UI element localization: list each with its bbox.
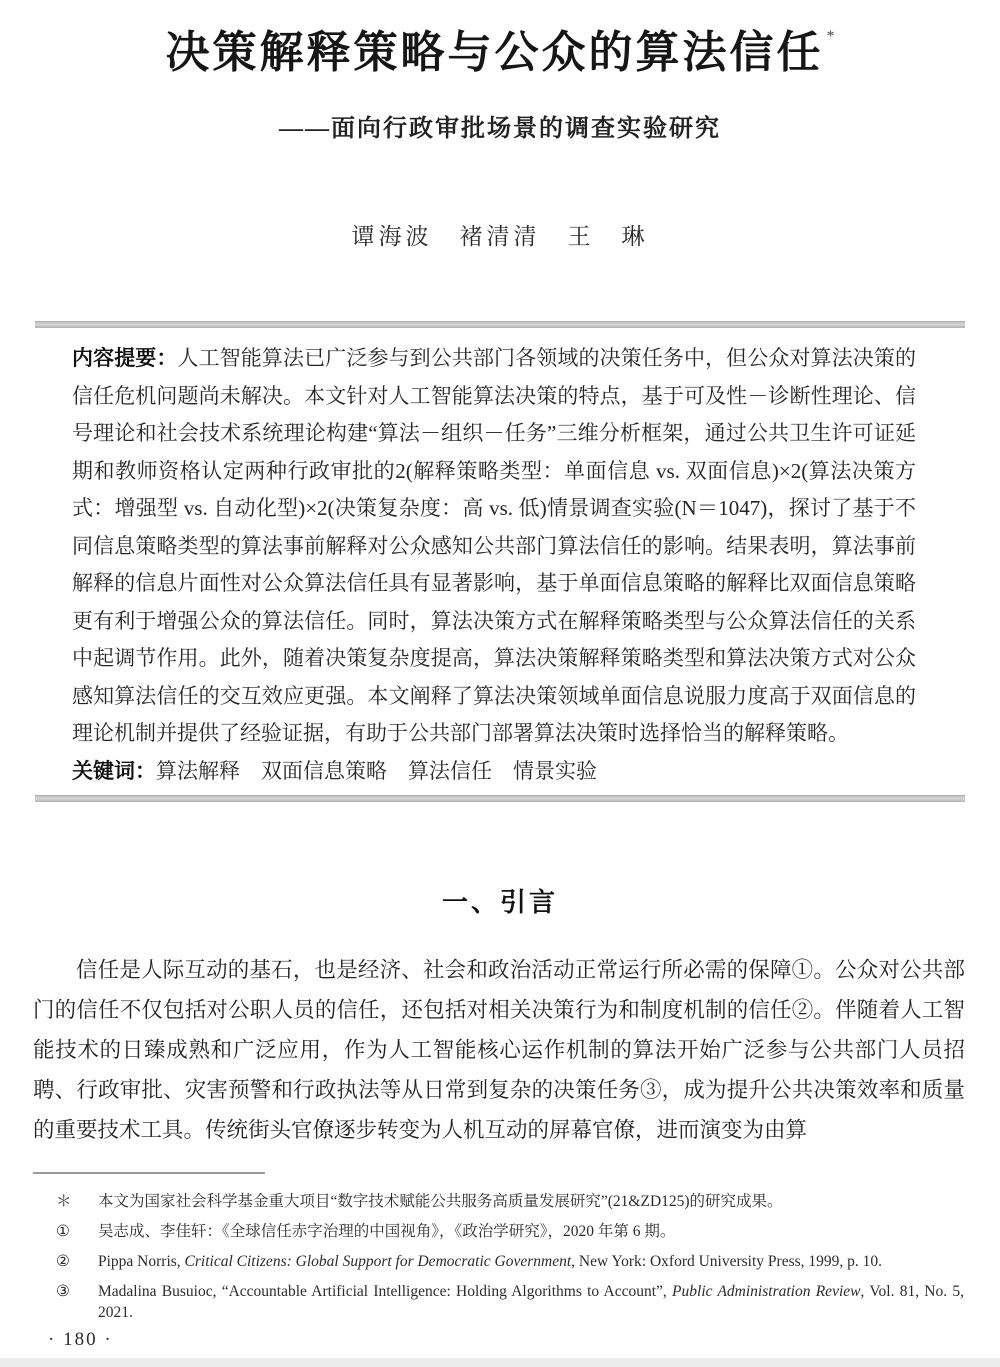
footnote-text bbox=[98, 1221, 964, 1242]
authors-line: 谭海波 褚清清 王 琳 bbox=[351, 224, 649, 249]
footnote-text-part: 吴志成、李佳轩：《全球信任赤字治理的中国视角》，《政治学研究》，2020 年第 6 期。 bbox=[98, 1223, 676, 1240]
footnote-1 bbox=[56, 1221, 964, 1242]
footnote-text-italic: Critical Citizens: Global Support for Democratic Government bbox=[184, 1253, 572, 1270]
section-heading-introduction: 一、引言 bbox=[441, 887, 558, 917]
divider-top bbox=[35, 321, 965, 328]
abstract-text: 人工智能算法已广泛参与到公共部门各领域的决策任务中，但公众对算法决策的信任危机问题尚未解决。本文针对人工智能算法决策的特点，基于可及性－诊断性理论、信号理论和社会技术系统理论构建“算法－组织－任务”三维分析框架，通过公共卫生许可证延期和教师资格认定两种行政审批的2(解释策略类型：单面信息 vs. 双面信息)×2(算法决策方式：增强型 vs. 自动化型)×2(决策复杂度：高 vs. 低)情景调查实验(N＝1047)，探讨了基于不同信息策略类型的算法事前解释对公众感知公共部门算法信任的影响。结果表明，算法事前解释的信息片面性对公众算法信任具有显著影响，基于单面信息策略的解释比双面信息策略更有利于增强公众的算法信任。同时，算法决策方式在解释策略类型与公众算法信任的关系中起调节作用。此外，随着决策复杂度提高，算法决策解释策略类型和算法决策方式对公众感知算法信任的交互效应更强。本文阐释了算法决策领域单面信息说服力度高于双面信息的理论机制并提供了经验证据，有助于公共部门部署算法决策时选择恰当的解释策略。 bbox=[72, 346, 916, 745]
footnote-text-part: Madalina Busuioc, “Accountable Artificial Intelligence: Holding Algorithms to Account”, bbox=[98, 1283, 673, 1300]
intro-paragraph: 信任是人际互动的基石，也是经济、社会和政治活动正常运行所必需的保障①。公众对公共部门的信任不仅包括对公职人员的信任，还包括对相关决策行为和制度机制的信任②。伴随着人工智能技术的日臻成熟和广泛应用，作为人工智能核心运作机制的算法开始广泛参与公共部门人员招聘、行政审批、灾害预警和行政执法等从日常到复杂的决策任务③，成为提升公共决策效率和质量的重要技术工具。传统街头官僚逐步转变为人机互动的屏幕官僚，进而演变为由算 bbox=[33, 958, 965, 1142]
footnote-marker: ＊ bbox=[56, 1193, 72, 1210]
title-footnote-marker: * bbox=[826, 28, 835, 45]
footnote-text-part: Pippa Norris, bbox=[98, 1253, 185, 1270]
paper-subtitle: ——面向行政审批场景的调查实验研究 bbox=[279, 116, 721, 142]
footnote-2 bbox=[56, 1251, 964, 1272]
footnote-text-part: , Vol. 81, No. 5, 2021. bbox=[98, 1283, 964, 1321]
keywords-line bbox=[72, 753, 916, 791]
abstract-label: 内容提要： bbox=[72, 347, 178, 370]
footnote-text bbox=[98, 1251, 964, 1272]
page-number: · 180 · bbox=[48, 1329, 113, 1350]
footnote-text-part: , New York: Oxford University Press, 1999, p. 10. bbox=[571, 1253, 883, 1270]
footnote-divider bbox=[33, 1172, 265, 1174]
abstract-block bbox=[72, 340, 916, 790]
divider-bottom bbox=[35, 795, 965, 802]
footnote-text-part: 本文为国家社会科学基金重大项目“数字技术赋能公共服务高质量发展研究”(21&ZD125)的研究成果。 bbox=[98, 1193, 783, 1210]
footnote-marker: ① bbox=[56, 1223, 70, 1240]
footnote-text bbox=[98, 1281, 964, 1323]
footnotes-block bbox=[56, 1191, 964, 1332]
footnote-funding bbox=[56, 1191, 964, 1212]
abstract-paragraph bbox=[72, 340, 916, 753]
keywords-label: 关键词： bbox=[72, 759, 156, 783]
paper-title bbox=[0, 16, 1000, 80]
footnote-marker: ③ bbox=[56, 1283, 70, 1300]
paper-title-text: 决策解释策略与公众的算法信任 bbox=[165, 28, 824, 77]
footnote-text bbox=[98, 1191, 964, 1212]
footnote-3 bbox=[56, 1281, 964, 1323]
footnote-text-italic: Public Administration Review bbox=[672, 1283, 861, 1300]
keywords-text: 算法解释 双面信息策略 算法信任 情景实验 bbox=[156, 758, 597, 783]
footnote-marker: ② bbox=[56, 1253, 70, 1270]
